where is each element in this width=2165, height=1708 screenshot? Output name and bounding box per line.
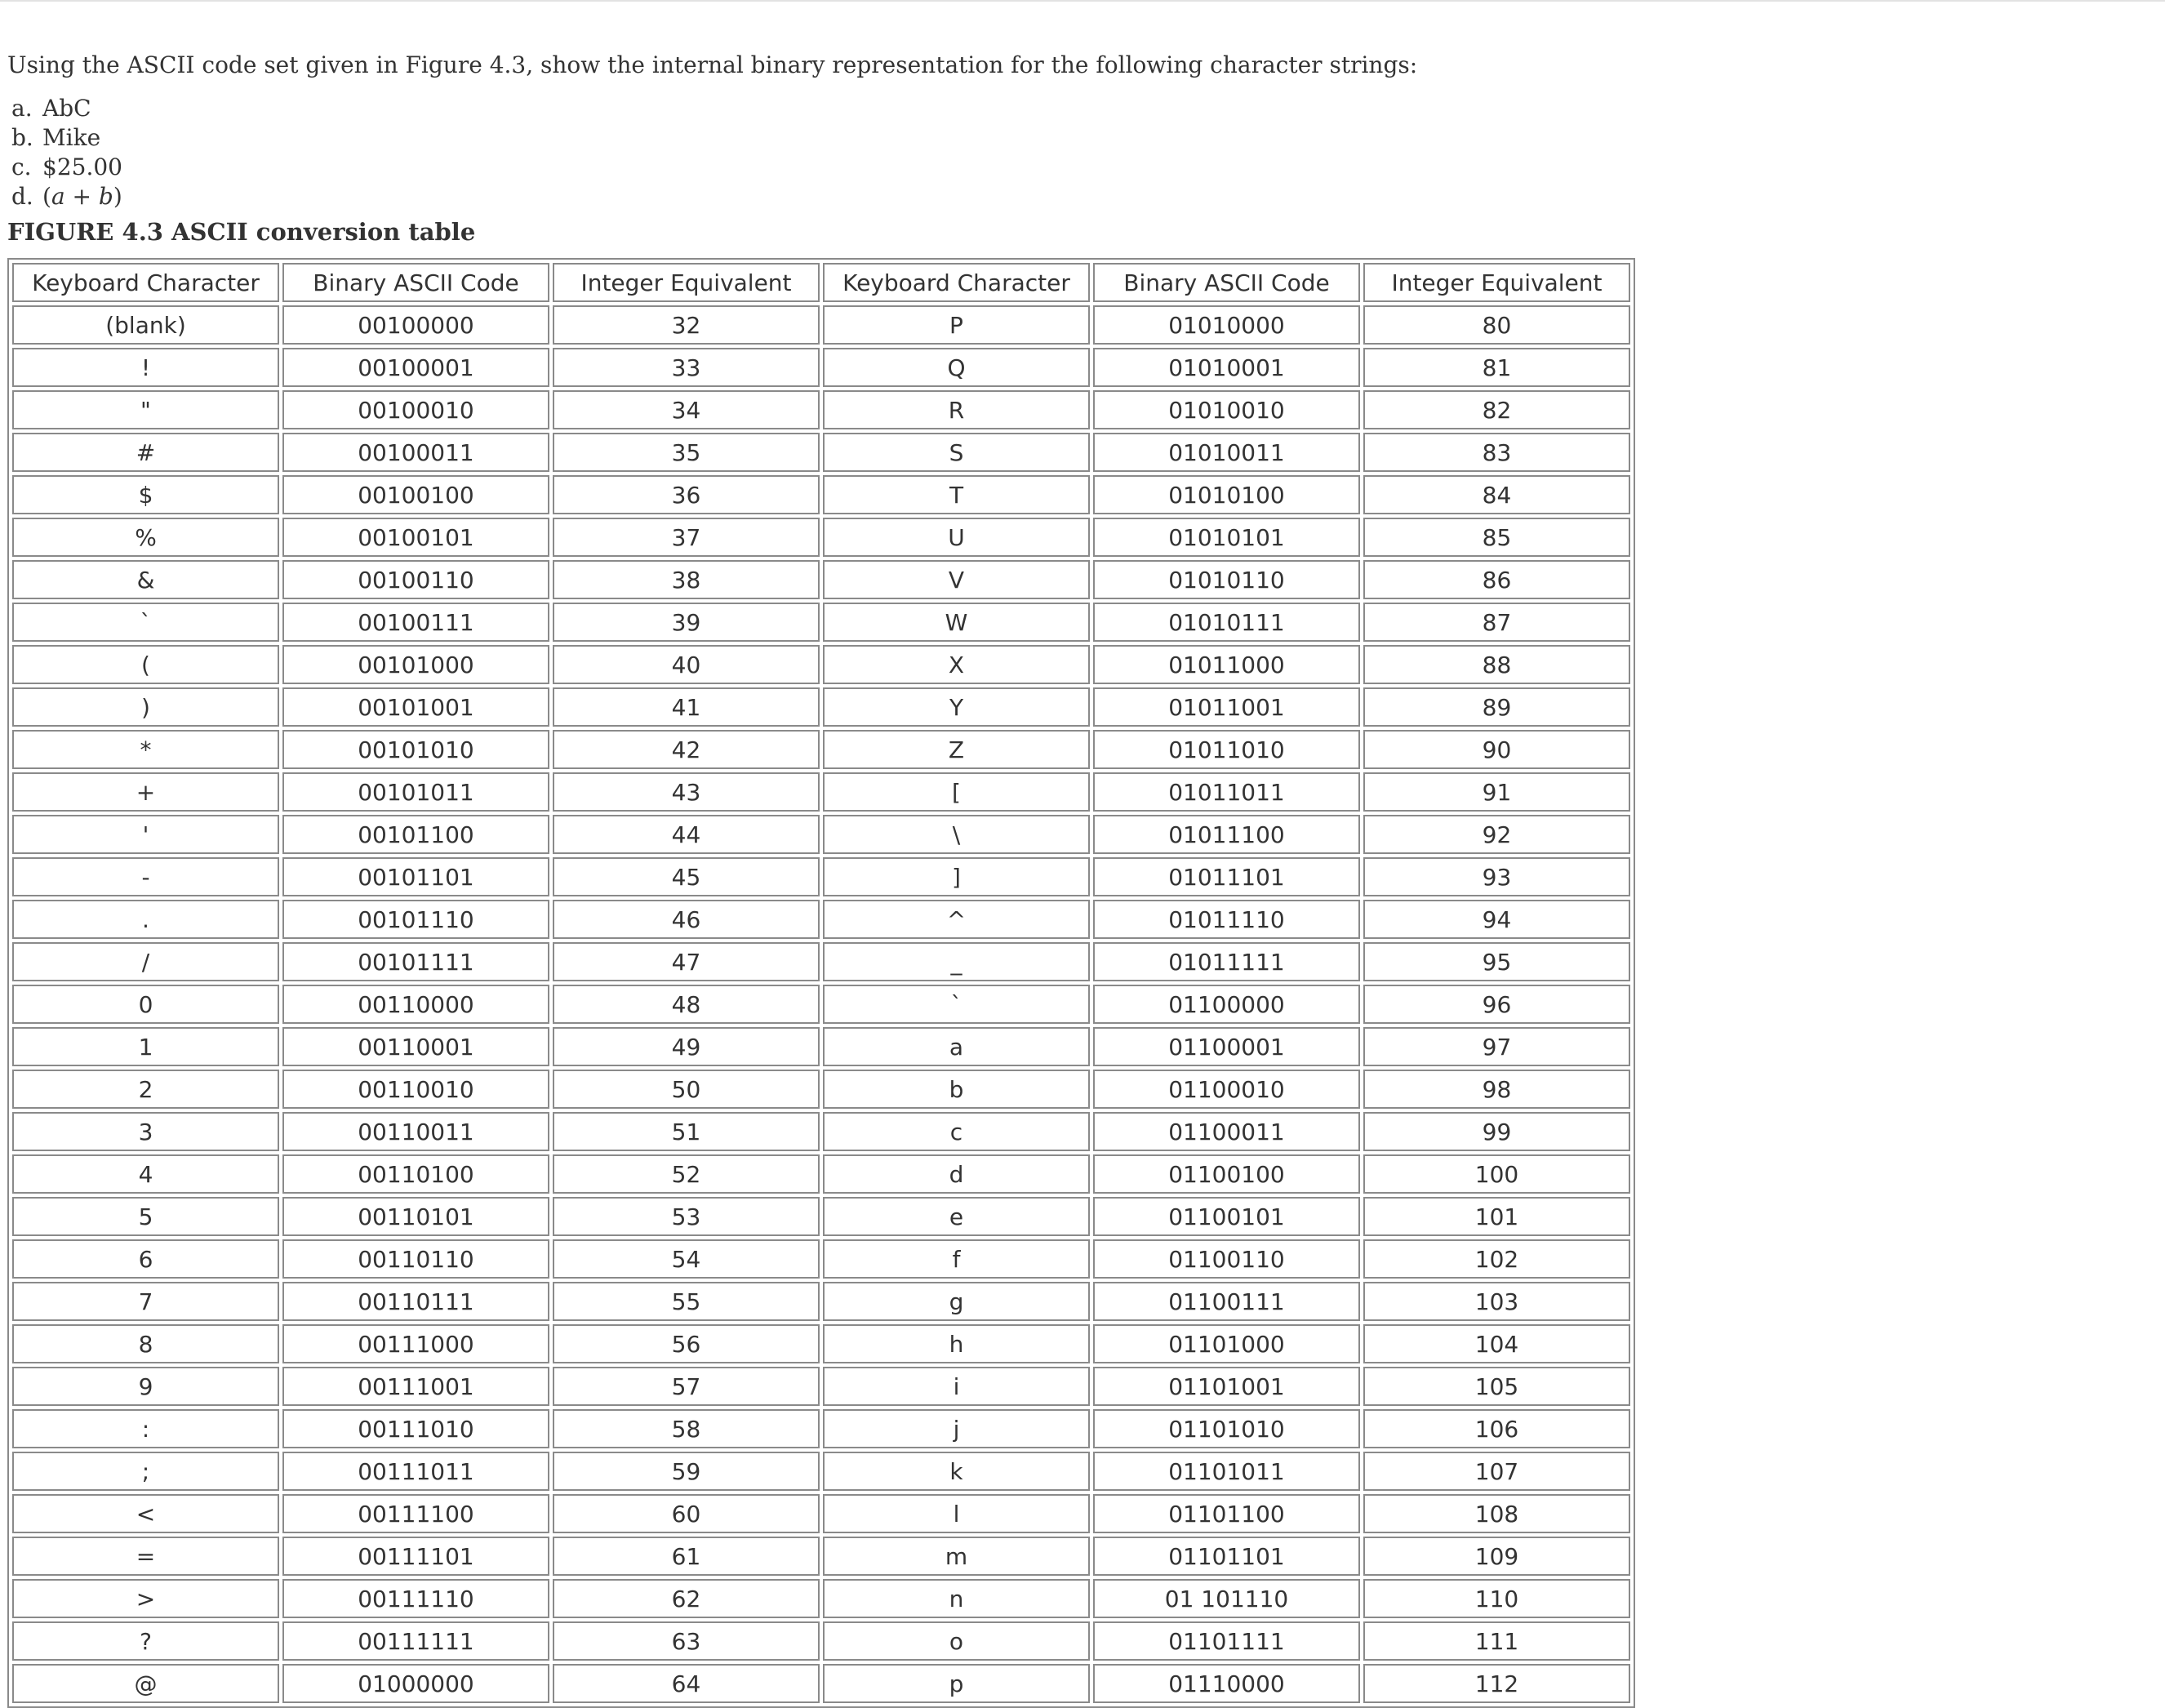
integer-cell: 97 <box>1363 1027 1630 1066</box>
keyboard-character-cell: ] <box>823 857 1090 896</box>
binary-code-cell: 00101110 <box>282 900 549 939</box>
integer-cell: 94 <box>1363 900 1630 939</box>
ascii-table <box>7 258 1635 1708</box>
integer-cell: 88 <box>1363 645 1630 684</box>
part-label: c. <box>11 153 32 180</box>
integer-cell: 92 <box>1363 815 1630 854</box>
integer-cell: 37 <box>553 518 820 557</box>
keyboard-character-cell: " <box>12 390 279 429</box>
keyboard-character-cell: ( <box>12 645 279 684</box>
keyboard-character-cell: + <box>12 772 279 812</box>
part-text-close: ) <box>113 183 122 210</box>
column-header: Integer Equivalent <box>553 263 820 302</box>
table-row <box>12 1324 1630 1363</box>
table-row <box>12 730 1630 769</box>
keyboard-character-cell: W <box>823 603 1090 642</box>
keyboard-character-cell: . <box>12 900 279 939</box>
table-row <box>12 900 1630 939</box>
integer-cell: 48 <box>553 985 820 1024</box>
binary-code-cell: 01011100 <box>1093 815 1360 854</box>
integer-cell: 47 <box>553 942 820 981</box>
integer-cell: 50 <box>553 1070 820 1109</box>
keyboard-character-cell: k <box>823 1452 1090 1491</box>
part-text: AbC <box>42 95 91 122</box>
integer-cell: 46 <box>553 900 820 939</box>
keyboard-character-cell: 4 <box>12 1154 279 1194</box>
binary-code-cell: 01010001 <box>1093 348 1360 387</box>
binary-code-cell: 00100101 <box>282 518 549 557</box>
keyboard-character-cell: 7 <box>12 1282 279 1321</box>
integer-cell: 82 <box>1363 390 1630 429</box>
keyboard-character-cell: Z <box>823 730 1090 769</box>
integer-cell: 83 <box>1363 433 1630 472</box>
table-row <box>12 1239 1630 1279</box>
part-c <box>11 153 2146 182</box>
table-row <box>12 1197 1630 1236</box>
binary-code-cell: 00111110 <box>282 1579 549 1618</box>
binary-code-cell: 00111010 <box>282 1409 549 1448</box>
binary-code-cell: 00111001 <box>282 1367 549 1406</box>
binary-code-cell: 00110000 <box>282 985 549 1024</box>
integer-cell: 57 <box>553 1367 820 1406</box>
integer-cell: 52 <box>553 1154 820 1194</box>
integer-cell: 80 <box>1363 305 1630 345</box>
keyboard-character-cell: T <box>823 475 1090 514</box>
keyboard-character-cell: * <box>12 730 279 769</box>
integer-cell: 109 <box>1363 1537 1630 1576</box>
binary-code-cell: 01100011 <box>1093 1112 1360 1151</box>
ascii-table-body <box>12 305 1630 1703</box>
part-variable-a: a <box>51 183 65 210</box>
binary-code-cell: 01010111 <box>1093 603 1360 642</box>
integer-cell: 91 <box>1363 772 1630 812</box>
keyboard-character-cell: 5 <box>12 1197 279 1236</box>
integer-cell: 104 <box>1363 1324 1630 1363</box>
integer-cell: 34 <box>553 390 820 429</box>
binary-code-cell: 00110011 <box>282 1112 549 1151</box>
question-prompt: Using the ASCII code set given in Figure 4.3, show the internal binary representation for the following character strings: <box>7 51 1418 78</box>
top-divider <box>0 0 2165 2</box>
binary-code-cell: 00111111 <box>282 1621 549 1661</box>
part-text-operator: + <box>64 183 99 210</box>
integer-cell: 105 <box>1363 1367 1630 1406</box>
keyboard-character-cell: 8 <box>12 1324 279 1363</box>
keyboard-character-cell: h <box>823 1324 1090 1363</box>
column-header: Binary ASCII Code <box>282 263 549 302</box>
keyboard-character-cell: Q <box>823 348 1090 387</box>
binary-code-cell: 00101111 <box>282 942 549 981</box>
keyboard-character-cell: < <box>12 1494 279 1533</box>
table-row <box>12 518 1630 557</box>
integer-cell: 35 <box>553 433 820 472</box>
table-row <box>12 348 1630 387</box>
binary-code-cell: 01101000 <box>1093 1324 1360 1363</box>
binary-code-cell: 00110101 <box>282 1197 549 1236</box>
table-row <box>12 985 1630 1024</box>
table-row <box>12 942 1630 981</box>
part-d <box>11 182 2146 211</box>
integer-cell: 49 <box>553 1027 820 1066</box>
part-label: b. <box>11 124 33 151</box>
binary-code-cell: 01100110 <box>1093 1239 1360 1279</box>
binary-code-cell: 01011010 <box>1093 730 1360 769</box>
binary-code-cell: 00101100 <box>282 815 549 854</box>
binary-code-cell: 01011111 <box>1093 942 1360 981</box>
keyboard-character-cell: S <box>823 433 1090 472</box>
integer-cell: 106 <box>1363 1409 1630 1448</box>
keyboard-character-cell: ' <box>12 815 279 854</box>
keyboard-character-cell: d <box>823 1154 1090 1194</box>
column-header: Integer Equivalent <box>1363 263 1630 302</box>
integer-cell: 102 <box>1363 1239 1630 1279</box>
binary-code-cell: 01101111 <box>1093 1621 1360 1661</box>
table-row <box>12 645 1630 684</box>
binary-code-cell: 00111000 <box>282 1324 549 1363</box>
keyboard-character-cell: 2 <box>12 1070 279 1109</box>
binary-code-cell: 00101001 <box>282 687 549 727</box>
keyboard-character-cell: 3 <box>12 1112 279 1151</box>
table-row <box>12 1621 1630 1661</box>
keyboard-character-cell: % <box>12 518 279 557</box>
integer-cell: 112 <box>1363 1664 1630 1703</box>
integer-cell: 86 <box>1363 560 1630 599</box>
keyboard-character-cell: U <box>823 518 1090 557</box>
binary-code-cell: 00110010 <box>282 1070 549 1109</box>
binary-code-cell: 01100101 <box>1093 1197 1360 1236</box>
keyboard-character-cell: R <box>823 390 1090 429</box>
binary-code-cell: 01010110 <box>1093 560 1360 599</box>
binary-code-cell: 01100001 <box>1093 1027 1360 1066</box>
table-row <box>12 772 1630 812</box>
integer-cell: 108 <box>1363 1494 1630 1533</box>
integer-cell: 98 <box>1363 1070 1630 1109</box>
keyboard-character-cell: l <box>823 1494 1090 1533</box>
binary-code-cell: 01100111 <box>1093 1282 1360 1321</box>
binary-code-cell: 00100111 <box>282 603 549 642</box>
integer-cell: 63 <box>553 1621 820 1661</box>
keyboard-character-cell: _ <box>823 942 1090 981</box>
page-content <box>7 51 2146 1708</box>
binary-code-cell: 01100010 <box>1093 1070 1360 1109</box>
integer-cell: 56 <box>553 1324 820 1363</box>
binary-code-cell: 01011101 <box>1093 857 1360 896</box>
binary-code-cell: 01011000 <box>1093 645 1360 684</box>
table-row <box>12 560 1630 599</box>
table-row <box>12 1282 1630 1321</box>
binary-code-cell: 00111101 <box>282 1537 549 1576</box>
keyboard-character-cell: m <box>823 1537 1090 1576</box>
table-row <box>12 1154 1630 1194</box>
integer-cell: 36 <box>553 475 820 514</box>
binary-code-cell: 01101011 <box>1093 1452 1360 1491</box>
binary-code-cell: 00100010 <box>282 390 549 429</box>
integer-cell: 33 <box>553 348 820 387</box>
binary-code-cell: 00100001 <box>282 348 549 387</box>
keyboard-character-cell: P <box>823 305 1090 345</box>
integer-cell: 64 <box>553 1664 820 1703</box>
binary-code-cell: 00110110 <box>282 1239 549 1279</box>
binary-code-cell: 01010100 <box>1093 475 1360 514</box>
integer-cell: 87 <box>1363 603 1630 642</box>
keyboard-character-cell: e <box>823 1197 1090 1236</box>
table-header-row <box>12 263 1630 302</box>
keyboard-character-cell: Y <box>823 687 1090 727</box>
binary-code-cell: 01110000 <box>1093 1664 1360 1703</box>
binary-code-cell: 01011011 <box>1093 772 1360 812</box>
keyboard-character-cell: > <box>12 1579 279 1618</box>
integer-cell: 103 <box>1363 1282 1630 1321</box>
keyboard-character-cell: n <box>823 1579 1090 1618</box>
keyboard-character-cell: = <box>12 1537 279 1576</box>
integer-cell: 43 <box>553 772 820 812</box>
keyboard-character-cell: X <box>823 645 1090 684</box>
binary-code-cell: 00101011 <box>282 772 549 812</box>
binary-code-cell: 01 101110 <box>1093 1579 1360 1618</box>
table-row <box>12 1537 1630 1576</box>
table-row <box>12 1664 1630 1703</box>
binary-code-cell: 00100000 <box>282 305 549 345</box>
table-row <box>12 1409 1630 1448</box>
table-row <box>12 857 1630 896</box>
keyboard-character-cell: c <box>823 1112 1090 1151</box>
table-row <box>12 603 1630 642</box>
integer-cell: 107 <box>1363 1452 1630 1491</box>
binary-code-cell: 01010000 <box>1093 305 1360 345</box>
integer-cell: 45 <box>553 857 820 896</box>
keyboard-character-cell: a <box>823 1027 1090 1066</box>
integer-cell: 40 <box>553 645 820 684</box>
integer-cell: 42 <box>553 730 820 769</box>
keyboard-character-cell: 9 <box>12 1367 279 1406</box>
integer-cell: 39 <box>553 603 820 642</box>
table-row <box>12 1367 1630 1406</box>
keyboard-character-cell: p <box>823 1664 1090 1703</box>
binary-code-cell: 00101101 <box>282 857 549 896</box>
binary-code-cell: 00110001 <box>282 1027 549 1066</box>
part-text: Mike <box>42 124 101 151</box>
keyboard-character-cell: ! <box>12 348 279 387</box>
integer-cell: 60 <box>553 1494 820 1533</box>
keyboard-character-cell: ` <box>12 603 279 642</box>
keyboard-character-cell: # <box>12 433 279 472</box>
integer-cell: 111 <box>1363 1621 1630 1661</box>
keyboard-character-cell: V <box>823 560 1090 599</box>
binary-code-cell: 01101101 <box>1093 1537 1360 1576</box>
table-row <box>12 815 1630 854</box>
table-row <box>12 687 1630 727</box>
integer-cell: 58 <box>553 1409 820 1448</box>
integer-cell: 62 <box>553 1579 820 1618</box>
part-text-open: ( <box>42 183 51 210</box>
table-row <box>12 1112 1630 1151</box>
binary-code-cell: 00100100 <box>282 475 549 514</box>
integer-cell: 99 <box>1363 1112 1630 1151</box>
integer-cell: 90 <box>1363 730 1630 769</box>
integer-cell: 44 <box>553 815 820 854</box>
table-row <box>12 1579 1630 1618</box>
integer-cell: 54 <box>553 1239 820 1279</box>
integer-cell: 38 <box>553 560 820 599</box>
part-label: a. <box>11 95 33 122</box>
binary-code-cell: 01000000 <box>282 1664 549 1703</box>
binary-code-cell: 01100000 <box>1093 985 1360 1024</box>
keyboard-character-cell: o <box>823 1621 1090 1661</box>
binary-code-cell: 01101010 <box>1093 1409 1360 1448</box>
keyboard-character-cell: 0 <box>12 985 279 1024</box>
integer-cell: 59 <box>553 1452 820 1491</box>
binary-code-cell: 00101010 <box>282 730 549 769</box>
keyboard-character-cell: ^ <box>823 900 1090 939</box>
binary-code-cell: 01010101 <box>1093 518 1360 557</box>
integer-cell: 96 <box>1363 985 1630 1024</box>
keyboard-character-cell: - <box>12 857 279 896</box>
figure-title: FIGURE 4.3 ASCII conversion table <box>7 218 476 246</box>
keyboard-character-cell: $ <box>12 475 279 514</box>
integer-cell: 81 <box>1363 348 1630 387</box>
table-row <box>12 1452 1630 1491</box>
integer-cell: 53 <box>553 1197 820 1236</box>
keyboard-character-cell: b <box>823 1070 1090 1109</box>
binary-code-cell: 01101100 <box>1093 1494 1360 1533</box>
column-header: Binary ASCII Code <box>1093 263 1360 302</box>
integer-cell: 51 <box>553 1112 820 1151</box>
integer-cell: 32 <box>553 305 820 345</box>
table-row <box>12 1494 1630 1533</box>
binary-code-cell: 01010010 <box>1093 390 1360 429</box>
integer-cell: 61 <box>553 1537 820 1576</box>
binary-code-cell: 00100110 <box>282 560 549 599</box>
binary-code-cell: 01011001 <box>1093 687 1360 727</box>
keyboard-character-cell: g <box>823 1282 1090 1321</box>
binary-code-cell: 01011110 <box>1093 900 1360 939</box>
binary-code-cell: 01101001 <box>1093 1367 1360 1406</box>
keyboard-character-cell: : <box>12 1409 279 1448</box>
keyboard-character-cell: ) <box>12 687 279 727</box>
keyboard-character-cell: ` <box>823 985 1090 1024</box>
binary-code-cell: 00110111 <box>282 1282 549 1321</box>
table-row <box>12 1070 1630 1109</box>
keyboard-character-cell: ; <box>12 1452 279 1491</box>
keyboard-character-cell: & <box>12 560 279 599</box>
binary-code-cell: 00111100 <box>282 1494 549 1533</box>
integer-cell: 100 <box>1363 1154 1630 1194</box>
keyboard-character-cell: @ <box>12 1664 279 1703</box>
integer-cell: 41 <box>553 687 820 727</box>
column-header: Keyboard Character <box>823 263 1090 302</box>
integer-cell: 93 <box>1363 857 1630 896</box>
table-row <box>12 433 1630 472</box>
binary-code-cell: 01100100 <box>1093 1154 1360 1194</box>
integer-cell: 95 <box>1363 942 1630 981</box>
integer-cell: 85 <box>1363 518 1630 557</box>
integer-cell: 101 <box>1363 1197 1630 1236</box>
part-text: $25.00 <box>42 153 122 180</box>
part-label: d. <box>11 183 33 210</box>
keyboard-character-cell: i <box>823 1367 1090 1406</box>
column-header: Keyboard Character <box>12 263 279 302</box>
keyboard-character-cell: [ <box>823 772 1090 812</box>
binary-code-cell: 00100011 <box>282 433 549 472</box>
keyboard-character-cell: (blank) <box>12 305 279 345</box>
keyboard-character-cell: ? <box>12 1621 279 1661</box>
table-row <box>12 390 1630 429</box>
integer-cell: 110 <box>1363 1579 1630 1618</box>
binary-code-cell: 00101000 <box>282 645 549 684</box>
keyboard-character-cell: 1 <box>12 1027 279 1066</box>
table-row <box>12 305 1630 345</box>
keyboard-character-cell: / <box>12 942 279 981</box>
integer-cell: 84 <box>1363 475 1630 514</box>
table-row <box>12 475 1630 514</box>
binary-code-cell: 00111011 <box>282 1452 549 1491</box>
part-variable-b: b <box>98 183 113 210</box>
integer-cell: 89 <box>1363 687 1630 727</box>
integer-cell: 55 <box>553 1282 820 1321</box>
keyboard-character-cell: j <box>823 1409 1090 1448</box>
keyboard-character-cell: \ <box>823 815 1090 854</box>
question-parts <box>7 94 2146 211</box>
keyboard-character-cell: f <box>823 1239 1090 1279</box>
table-row <box>12 1027 1630 1066</box>
keyboard-character-cell: 6 <box>12 1239 279 1279</box>
binary-code-cell: 01010011 <box>1093 433 1360 472</box>
part-b <box>11 123 2146 153</box>
binary-code-cell: 00110100 <box>282 1154 549 1194</box>
part-a <box>11 94 2146 123</box>
